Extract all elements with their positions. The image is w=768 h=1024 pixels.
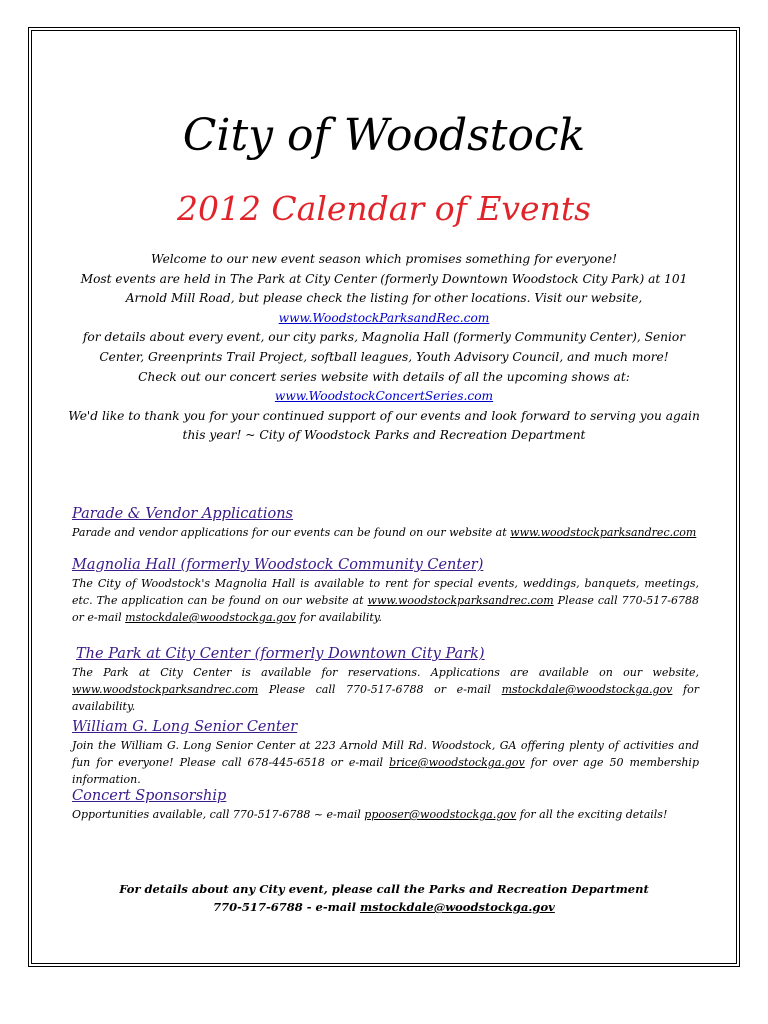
section-body: The City of Woodstock's Magnolia Hall is available to rent for special events, weddings, banquets, meetings, etc. The application can be found on our website at www.woodstockparksandrec.com Please call 770-517-6788 or e-mail mstockdale@woodstockga.gov for availability. [72,577,700,624]
intro-line-5: We'd like to thank you for your continued support of our events and look forward to serving you again this year! ~ City of Woodstock Parks and Recreation Department [68,408,700,443]
section-concert-sponsorship [72,786,699,823]
concert-series-link[interactable]: www.WoodstockConcertSeries.com [274,389,494,404]
website-link[interactable]: www.woodstockparksandrec.com [72,683,259,696]
email-link[interactable]: mstockdale@woodstockga.gov [501,683,673,696]
email-link[interactable]: ppooser@woodstockga.gov [364,808,517,821]
page-border [31,30,737,964]
page-subtitle: 2012 Calendar of Events [176,189,592,228]
section-park-city-center [72,644,699,715]
email-link[interactable]: brice@woodstockga.gov [389,756,525,769]
footer-line-2: 770-517-6788 - e-mail [213,900,360,914]
section-body: The Park at City Center is available for reservations. Applications are available on our website, www.woodstockparksandrec.com Please call 770-517-6788 or e-mail mstockdale@woodstockga.gov for availability. [72,666,699,713]
section-heading: The Park at City Center (formerly Downtown City Park) [76,646,485,662]
footer-email-link[interactable]: mstockdale@woodstockga.gov [359,900,555,914]
website-link[interactable]: www.WoodstockParksandRec.com [278,310,490,325]
section-heading: Magnolia Hall (formerly Woodstock Community Center) [72,557,484,573]
intro-line-1: Welcome to our new event season which promises something for everyone! [151,252,617,266]
section-parade-vendor [72,504,699,541]
section-heading: Parade & Vendor Applications [72,506,293,522]
section-senior-center [72,717,699,788]
page-title: City of Woodstock [182,110,586,161]
section-magnolia-hall [72,555,699,626]
section-body: Parade and vendor applications for our events can be found on our website at www.woodstockparksandrec.com [72,526,697,539]
website-link[interactable]: www.woodstockparksandrec.com [367,594,554,607]
footer-line-1: For details about any City event, please call the Parks and Recreation Department [119,882,649,896]
footer-contact [0,880,768,916]
website-link[interactable]: www.woodstockparksandrec.com [510,526,697,539]
section-heading: Concert Sponsorship [72,788,227,804]
section-body: Opportunities available, call 770-517-6788 ~ e-mail ppooser@woodstockga.gov for all the exciting details! [72,808,668,821]
intro-line-3: for details about every event, our city parks, Magnolia Hall (formerly Community Center), Senior Center, Greenprints Trail Project, softball leagues, Youth Advisory Council, and much more! [82,330,686,364]
intro-paragraph [60,250,708,446]
section-heading: William G. Long Senior Center [72,719,298,735]
email-link[interactable]: mstockdale@woodstockga.gov [125,611,296,624]
intro-line-2: Most events are held in The Park at City Center (formerly Downtown Woodstock City Park) at 101 Arnold Mill Road, but please check the listing for other locations. Visit our website, [80,271,688,306]
intro-line-4: Check out our concert series website with details of all the upcoming shows at: [138,369,630,384]
section-body: Join the William G. Long Senior Center at 223 Arnold Mill Rd. Woodstock, GA offering plenty of activities and fun for everyone! Please call 678-445-6518 or e-mail brice@woodstockga.gov for over age 50 membership information. [72,739,699,786]
